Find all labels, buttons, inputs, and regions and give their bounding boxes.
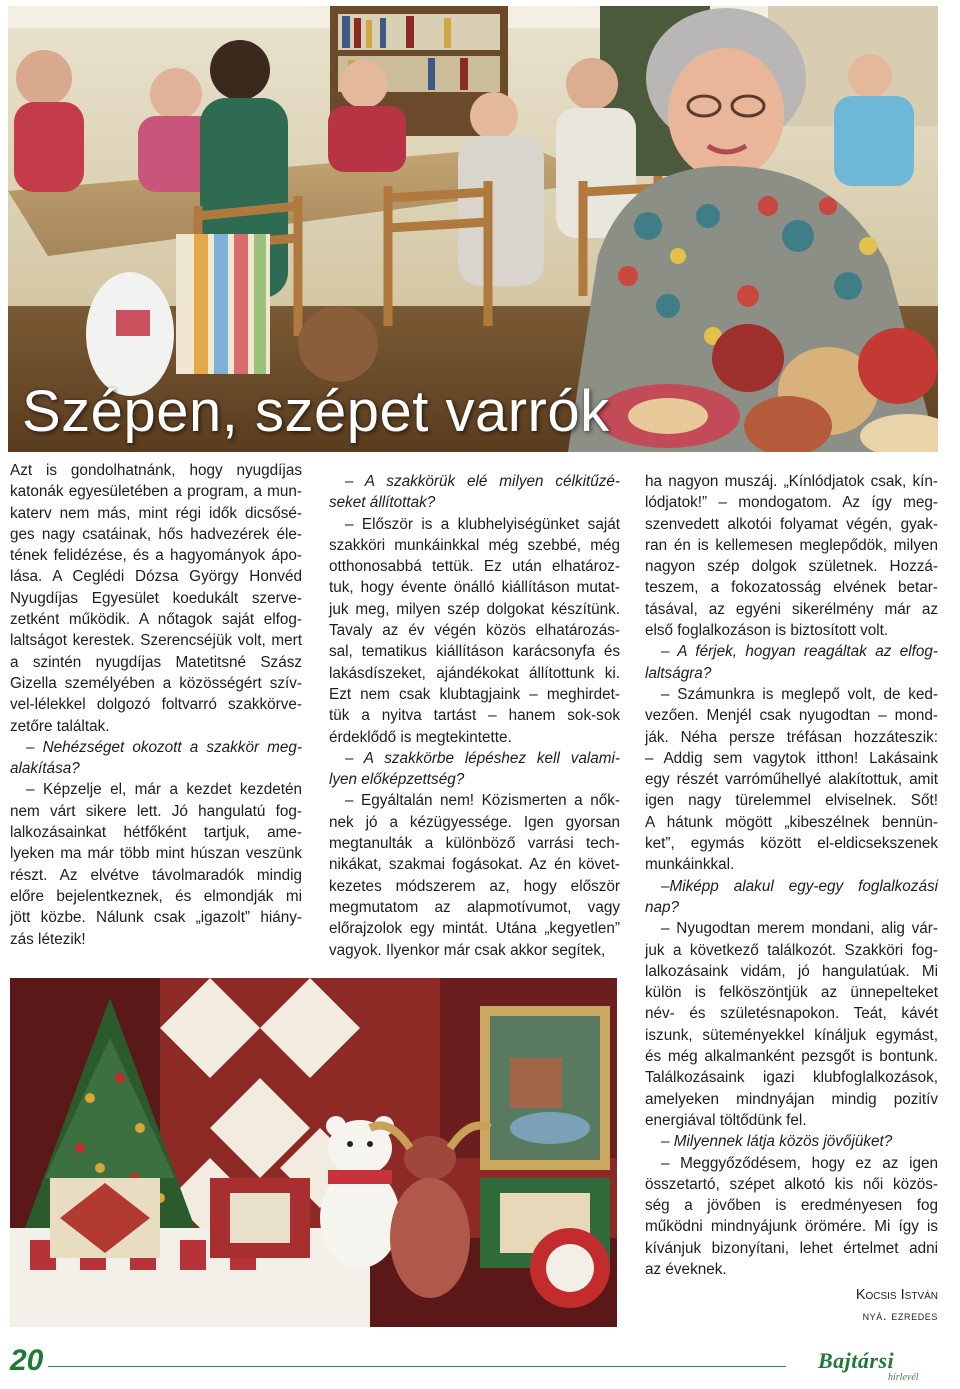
article-line: amelyeken mindnyájan mindig pozitív — [645, 1090, 938, 1108]
article-line: és még alkalmanként pezsgőt is bontunk. — [645, 1048, 938, 1066]
article-line: nikákat, szakmai fogásokat. Az én követ- — [329, 856, 620, 874]
article-line: a szintén nyugdíjas Matetitsné Szász — [10, 653, 302, 671]
article-line: Azt is gondolhatnánk, hogy nyugdíjas — [10, 462, 302, 479]
article-line: tének felidézése, és a hagyományok ápo- — [10, 547, 302, 565]
article-line: sal, tematikus kiállításon karácsonyfa és — [329, 643, 620, 661]
article-line: lyeken ma már több mint húszan veszünk — [10, 845, 302, 863]
article-line: Ezt nem csak klubtagjaink – meghirdet- — [329, 685, 620, 703]
article-line: ha nagyon muszáj. „Kínlódjatok csak, kín- — [645, 473, 938, 490]
article-line: összetartó, szépet alkotó kis női közös- — [645, 1175, 938, 1193]
article-line: katerv nem más, mint régi idők dicsősé- — [10, 504, 302, 522]
article-line: – Meggyőződésem, hogy ez az igen — [661, 1154, 938, 1172]
article-line: Gizella személyében a közösségért szív- — [10, 674, 302, 692]
article-line: igen nagy türelemmel elviselnek. Sőt! — [645, 792, 938, 810]
article-line: munkáinkkal. — [645, 856, 735, 874]
article-line: – A szakkörbe lépéshez kell valami- — [345, 749, 620, 767]
article-line: az éveknek. — [645, 1260, 727, 1278]
article-line: vagyok. Ilyenkor már csak akkor segítek, — [329, 941, 606, 959]
article-line: – Addig sem vagytok itthon! Lakásaink — [645, 749, 938, 767]
article-line: ges nagy csatáinak, hős hadvezérek éle- — [10, 525, 302, 543]
article-line: – Egyáltalán nem! Közismerten a nők- — [345, 792, 620, 810]
article-line: ket”, egymás között el-eldicsekszenek — [645, 835, 938, 853]
article-line: nap? — [645, 898, 680, 916]
article-line: ják. Néha persze tréfásan hozzáteszik: — [645, 728, 938, 746]
article-line: alakítása? — [10, 760, 80, 778]
article-column-1 — [10, 460, 302, 950]
article-line: név- és születésnapokon. Teát, kávét — [645, 1005, 938, 1023]
author-rank: nyá. ezredes — [862, 1308, 938, 1323]
article-line: Nyugdíjas Egyesület koedukált szerve- — [10, 589, 302, 607]
article-line: Tavaly az év végén közös elhatározás- — [329, 622, 620, 640]
article-line: juk a következő találkozót. Szakköri fog- — [645, 941, 938, 959]
article-line: – Számunkra is meglepő volt, de ked- — [661, 685, 938, 703]
article-line: nagyon szép dolgok születnek. Hozzá- — [645, 558, 938, 576]
author-name: Kocsis István — [855, 1287, 938, 1303]
article-line: – Nyugodtan merem mondani, alig vár- — [661, 920, 938, 938]
article-line: megmutatom az alapmotívumot, vagy — [329, 898, 620, 916]
footer-rule — [48, 1366, 786, 1367]
article-line: otthonosabbá tettük. Ez után elhatároz- — [329, 558, 620, 576]
article-line: – Először is a klubhelyiségünket saját — [345, 515, 620, 533]
article-line: megtanulták a különböző varrási tech- — [329, 835, 620, 853]
article-line: lása. A Ceglédi Dózsa György Honvéd — [10, 568, 302, 586]
article-line: –Miképp alakul egy-egy foglalkozási — [661, 877, 938, 895]
article-line: nem várt sikere lett. Jó hangulatú fog- — [10, 802, 302, 820]
article-line: energiával töltődünk fel. — [645, 1111, 807, 1129]
article-line: zetként működik. A nőtagok saját elfog- — [10, 611, 302, 629]
article-line: zetőre találtak. — [10, 717, 110, 735]
article-line: tuk, hogy évente önálló kiállításon mutat- — [329, 579, 620, 597]
article-line: Találkozásaink igazi klubfoglalkozások, — [645, 1069, 938, 1087]
article-line: érdeklődő is megtekintette. — [329, 728, 512, 746]
article-line: – A szakkörük elé milyen célkitűzé- — [345, 473, 620, 490]
article-line: nek jó a kézügyessége. Igen gyorsan — [329, 813, 620, 831]
article-line: laltságra? — [645, 664, 712, 682]
hero-photo — [8, 6, 938, 452]
article-column-2 — [329, 471, 620, 961]
page-number: 20 — [10, 1344, 44, 1377]
article-line: szenvedett alkotói folyamat végén, gyak- — [645, 515, 938, 533]
article-line: lalkozásaink vidám, jó hangulatúak. Mi — [645, 962, 938, 980]
article-line: – A férjek, hogyan reagáltak az elfog- — [661, 643, 938, 661]
exhibition-photo — [10, 978, 617, 1327]
article-line: lódjatok!” – mondogatom. Az így meg- — [645, 494, 938, 512]
article-line: A hátunk mögött „kibeszélnek bennün- — [645, 813, 938, 831]
article-line: kezetes módszerem az, hogy először — [329, 877, 620, 895]
article-line: részt. Az elvétve távolmaradók mindig — [10, 866, 302, 884]
article-line: seket állítottak? — [329, 494, 436, 512]
article-line: lyen előképzettség? — [329, 771, 465, 789]
publication-logo: Bajtársi — [818, 1348, 895, 1373]
article-line: kívánjuk bizonyítani, lehet értelmet adni — [645, 1239, 938, 1257]
publication-logo-sub: hírlevél — [888, 1372, 919, 1383]
article-line: vel-lélekkel dolgozó foltvarró szakkörve- — [10, 696, 302, 714]
article-line: juk meg, milyen szép dolgokat készítünk. — [329, 600, 620, 618]
article-line: szakköri munkáinkkal még szebbé, még — [329, 536, 620, 554]
article-line: – Képzelje el, már a kezdet kezdetén — [26, 781, 302, 799]
article-line: zás létezik! — [10, 930, 86, 948]
article-line: lakásdíszeket, ajándékokat állítottunk ki. — [329, 664, 620, 682]
article-line: tük a nyitva tartást – hanem sok-sok — [329, 707, 620, 725]
article-line: ran én is kellemesen meglepődök, milyen — [645, 536, 938, 554]
article-line: – Milyennek látja közös jövőjüket? — [661, 1133, 893, 1151]
article-line: iszunk, süteményekkel kínáljuk egymást, — [645, 1026, 938, 1044]
article-line: lalkozásainkat hétfőként tartjuk, ame- — [10, 824, 302, 842]
exhibition-photo-illustration — [10, 978, 617, 1327]
article-line: első foglalkozáson is biztosított volt. — [645, 622, 889, 640]
article-line: előrajzolok egy mintát. Utána „kegyetlen” — [329, 920, 620, 938]
article-line: laltságot kerestek. Szerencséjük volt, mert — [10, 632, 302, 650]
article-line: tásával, az egyéni sikerélmény már az — [645, 600, 938, 618]
article-line: katonák egyesületében a program, a mun- — [10, 483, 302, 501]
article-line: ség a jövőben is eredményesen fog — [645, 1197, 938, 1215]
article-column-3 — [645, 471, 938, 1280]
article-line: teszem, a fokozatosság elvének betar- — [645, 579, 938, 597]
article-line: vezően. Menjél csak nyugodtan – mond- — [645, 707, 938, 725]
article-line: működni mindnyájunk örömére. Mi így is — [645, 1218, 938, 1236]
article-line: külön is felköszöntjük az ünnepelteket — [645, 984, 938, 1002]
article-line: egy részét varróműhellyé alakítottuk, amit — [645, 771, 938, 789]
article-line: jött közbe. Nálunk csak „igazolt” hiány- — [10, 909, 302, 927]
article-line: előre bejelentkeznek, és elmondják mi — [10, 887, 302, 905]
article-title: Szépen, szépet varrók — [22, 379, 610, 444]
article-line: – Nehézséget okozott a szakkör meg- — [26, 738, 302, 756]
